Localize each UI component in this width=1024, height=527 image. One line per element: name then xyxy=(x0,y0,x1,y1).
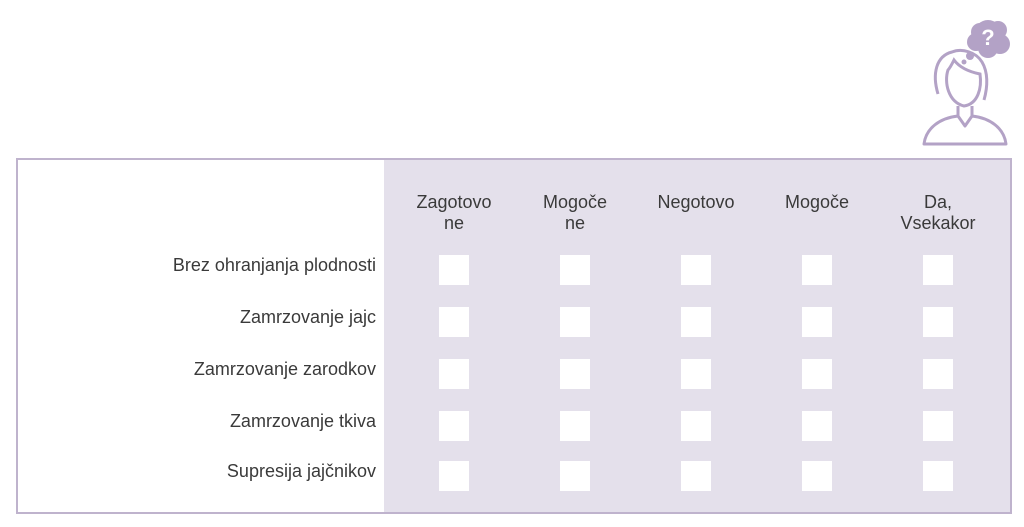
column-header-3: Negotovo xyxy=(657,192,735,212)
row-label-2: Zamrzovanje jajc xyxy=(239,307,376,327)
question-bubble-icon xyxy=(962,20,1011,65)
column-header-1: Zagotovo ne xyxy=(416,192,492,233)
row-label-4: Zamrzovanje tkiva xyxy=(229,411,376,431)
checkbox-row3-col5[interactable] xyxy=(923,359,953,389)
row-label-1: Brez ohranjanja plodnosti xyxy=(172,255,376,275)
checkbox-row5-col5[interactable] xyxy=(923,461,953,491)
fertility-preference-panel xyxy=(16,158,1012,514)
checkbox-row2-col2[interactable] xyxy=(560,307,590,337)
checkbox-row1-col3[interactable] xyxy=(681,255,711,285)
checkbox-row4-col2[interactable] xyxy=(560,411,590,441)
checkbox-row3-col3[interactable] xyxy=(681,359,711,389)
checkbox-row3-col4[interactable] xyxy=(802,359,832,389)
checkbox-row5-col2[interactable] xyxy=(560,461,590,491)
thinking-woman-icon xyxy=(918,12,1014,148)
row-label-5: Supresija jajčnikov xyxy=(226,461,376,481)
row-label-3: Zamrzovanje zarodkov xyxy=(193,359,376,379)
checkbox-row4-col3[interactable] xyxy=(681,411,711,441)
checkbox-row4-col1[interactable] xyxy=(439,411,469,441)
checkbox-row2-col1[interactable] xyxy=(439,307,469,337)
checkbox-row1-col4[interactable] xyxy=(802,255,832,285)
checkbox-row2-col3[interactable] xyxy=(681,307,711,337)
checkbox-row1-col1[interactable] xyxy=(439,255,469,285)
checkbox-row1-col2[interactable] xyxy=(560,255,590,285)
checkbox-row5-col4[interactable] xyxy=(802,461,832,491)
checkbox-row2-col5[interactable] xyxy=(923,307,953,337)
checkbox-row5-col3[interactable] xyxy=(681,461,711,491)
checkbox-row4-col5[interactable] xyxy=(923,411,953,441)
checkbox-row2-col4[interactable] xyxy=(802,307,832,337)
column-header-4: Mogoče xyxy=(784,192,850,212)
checkbox-row3-col1[interactable] xyxy=(439,359,469,389)
checkbox-row1-col5[interactable] xyxy=(923,255,953,285)
checkbox-row4-col4[interactable] xyxy=(802,411,832,441)
checkbox-row5-col1[interactable] xyxy=(439,461,469,491)
column-header-2: Mogoče ne xyxy=(542,192,608,233)
column-header-5: Da, Vsekakor xyxy=(900,192,976,233)
svg-text:?: ? xyxy=(981,25,995,50)
checkbox-row3-col2[interactable] xyxy=(560,359,590,389)
